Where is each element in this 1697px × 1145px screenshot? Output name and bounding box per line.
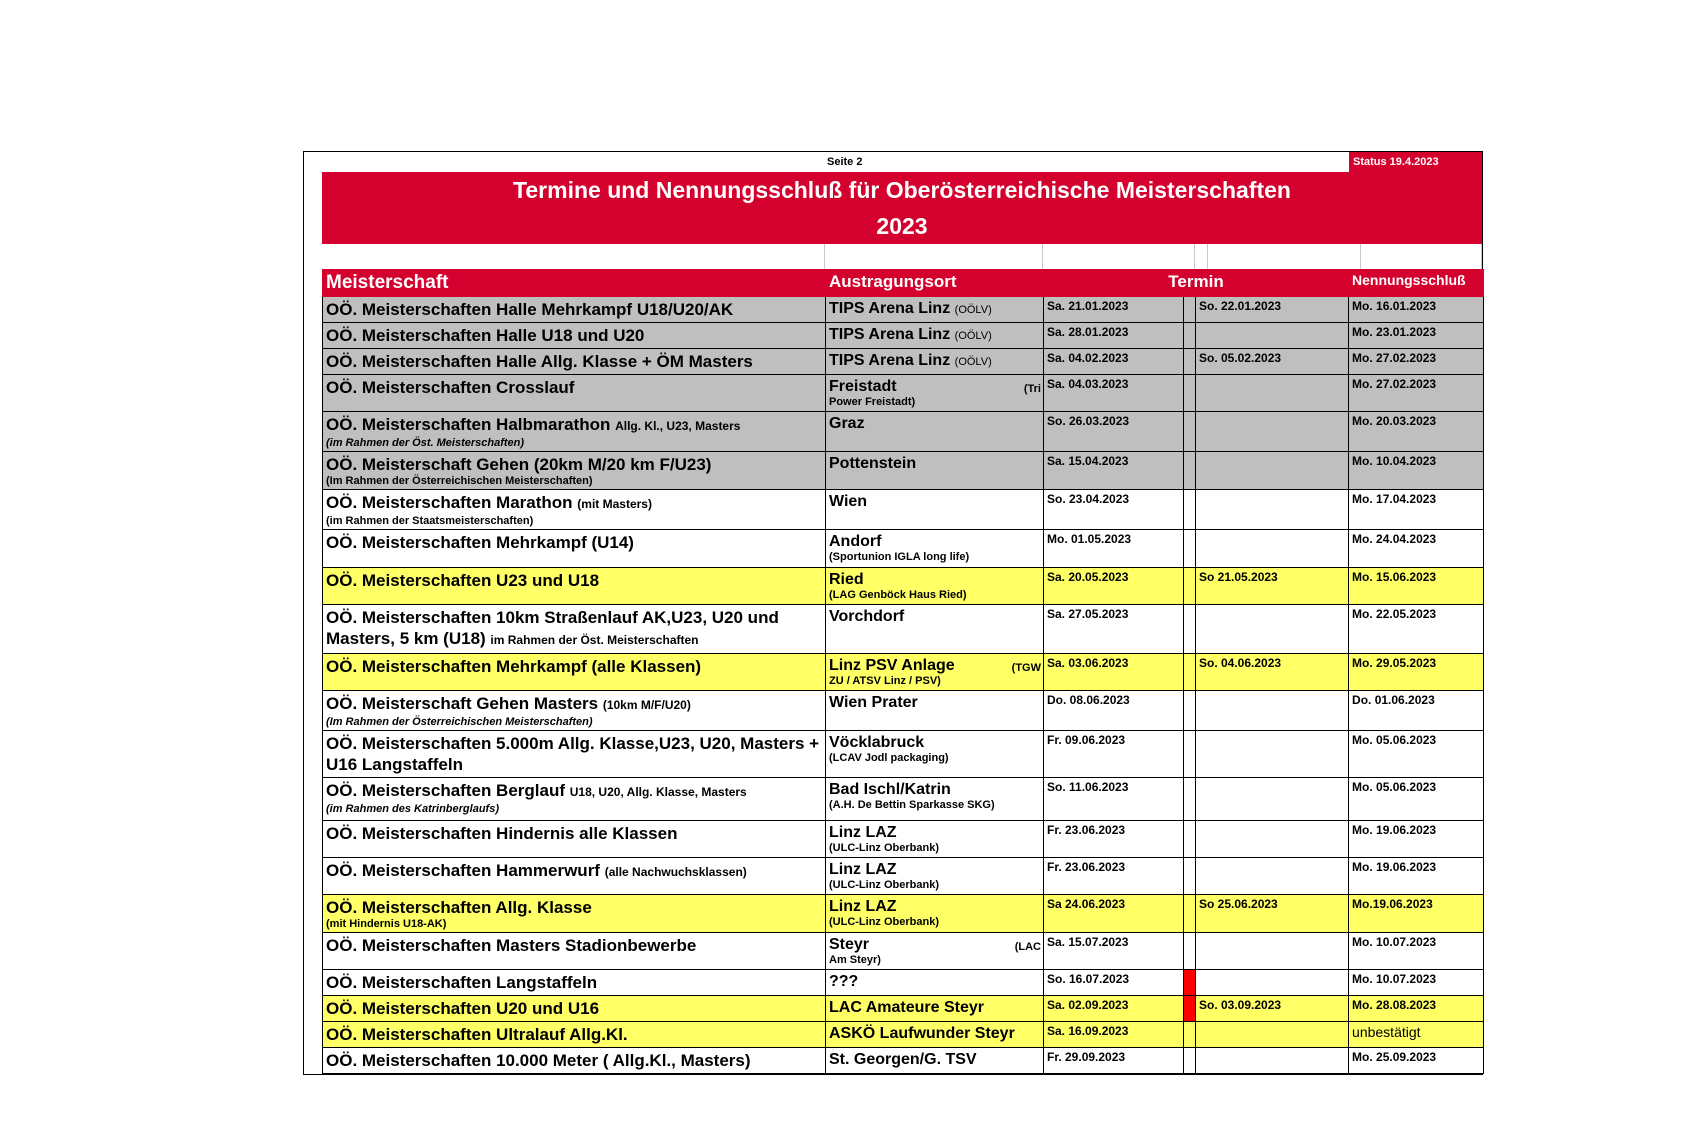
termin-start: Sa. 16.09.2023 (1044, 1022, 1184, 1048)
ort-name: Ried (829, 571, 864, 588)
ort-cell (826, 530, 1044, 568)
ort-club: (ULC-Linz Oberbank) (829, 879, 939, 891)
ort-cell (826, 858, 1044, 895)
table-row (323, 412, 1484, 452)
table-row (323, 996, 1484, 1022)
table-row (323, 970, 1484, 996)
termin-end (1196, 323, 1349, 349)
meisterschaft-title: OÖ. Meisterschaften Langstaffeln (326, 973, 598, 992)
termin-end (1196, 452, 1349, 490)
ort-name: Wien Prater (829, 694, 918, 711)
meisterschaft-title: OÖ. Meisterschaften 5.000m Allg. Klasse,U23, U20, Masters + U16 Langstaffeln (326, 734, 820, 774)
ort-club-prefix: (LAC (1014, 941, 1041, 953)
table-row (323, 778, 1484, 821)
termin-start: So. 11.06.2023 (1044, 778, 1184, 821)
meisterschaft-cell (323, 654, 826, 691)
ort-cell (826, 490, 1044, 530)
nennungsschluss-cell: Mo. 19.06.2023 (1349, 821, 1484, 858)
ort-cell (826, 996, 1044, 1022)
meisterschaft-title: OÖ. Meisterschaften Masters Stadionbewerbe (326, 936, 697, 955)
nennungsschluss-cell: Mo. 27.02.2023 (1349, 375, 1484, 412)
meisterschaft-cell (323, 297, 826, 323)
ort-cell (826, 933, 1044, 970)
termin-marker (1184, 970, 1196, 996)
ort-cell (826, 605, 1044, 654)
spacer-row (322, 244, 1482, 269)
nennungsschluss-cell: Mo. 17.04.2023 (1349, 490, 1484, 530)
nennungsschluss-cell: Mo. 10.07.2023 (1349, 970, 1484, 996)
meisterschaft-cell (323, 605, 826, 654)
termin-marker (1184, 778, 1196, 821)
status-badge: Status 19.4.2023 (1349, 152, 1482, 172)
termin-end (1196, 375, 1349, 412)
meisterschaft-title: OÖ. Meisterschaft Gehen (20km M/20 km F/U23) (326, 455, 712, 474)
meisterschaft-cell (323, 895, 826, 933)
ort-cell (826, 1048, 1044, 1074)
termin-start: So. 26.03.2023 (1044, 412, 1184, 452)
termin-start: Sa. 04.03.2023 (1044, 375, 1184, 412)
nennungsschluss-cell: Mo. 19.06.2023 (1349, 858, 1484, 895)
ort-cell (826, 778, 1044, 821)
meisterschaft-cell (323, 490, 826, 530)
meisterschaft-note: (im Rahmen des Katrinberglaufs) (326, 803, 499, 815)
page-title: Termine und Nennungsschluß für Oberösterreichische Meisterschaften (513, 177, 1291, 203)
table-row (323, 1048, 1484, 1074)
title-banner (322, 172, 1482, 244)
termin-marker (1184, 691, 1196, 731)
termin-start: Sa. 04.02.2023 (1044, 349, 1184, 375)
ort-name: Graz (829, 415, 865, 432)
nennungsschluss-cell: Mo. 22.05.2023 (1349, 605, 1484, 654)
meisterschaft-cell (323, 778, 826, 821)
meisterschaft-cell (323, 568, 826, 605)
page-label: Seite 2 (827, 156, 863, 168)
ort-name: TIPS Arena Linz (829, 326, 951, 343)
ort-club: (LAG Genböck Haus Ried) (829, 589, 967, 601)
ort-org: (OÖLV) (954, 330, 992, 342)
ort-name: Bad Ischl/Katrin (829, 781, 951, 798)
meisterschaft-cell (323, 530, 826, 568)
termin-end (1196, 731, 1349, 778)
termin-end (1196, 490, 1349, 530)
meisterschaft-cell (323, 691, 826, 731)
termin-start: Sa. 15.04.2023 (1044, 452, 1184, 490)
header-nennungsschluss: Nennungsschluß (1349, 270, 1484, 297)
meisterschaft-note: (Im Rahmen der Österreichischen Meisterschaften) (326, 475, 593, 487)
table-row (323, 530, 1484, 568)
ort-club: (LCAV Jodl packaging) (829, 752, 949, 764)
termin-marker (1184, 731, 1196, 778)
termin-start: So. 23.04.2023 (1044, 490, 1184, 530)
ort-name: Wien (829, 493, 868, 510)
termin-end (1196, 691, 1349, 731)
meisterschaft-cell (323, 412, 826, 452)
ort-name: LAC Amateure Steyr (829, 999, 985, 1016)
ort-club: (ULC-Linz Oberbank) (829, 842, 939, 854)
meisterschaft-title: OÖ. Meisterschaften Hammerwurf (326, 861, 600, 880)
nennungsschluss-cell: Mo. 05.06.2023 (1349, 731, 1484, 778)
ort-cell (826, 1022, 1044, 1048)
meisterschaft-cell (323, 970, 826, 996)
termin-marker (1184, 654, 1196, 691)
termin-end: So. 22.01.2023 (1196, 297, 1349, 323)
ort-cell (826, 568, 1044, 605)
termin-end: So 25.06.2023 (1196, 895, 1349, 933)
nennungsschluss-cell: Mo. 28.08.2023 (1349, 996, 1484, 1022)
ort-org: (OÖLV) (954, 304, 992, 316)
ort-club: (Sportunion IGLA long life) (829, 551, 970, 563)
termin-start: Sa 24.06.2023 (1044, 895, 1184, 933)
meisterschaft-cell (323, 1022, 826, 1048)
termin-marker (1184, 821, 1196, 858)
termin-start: Mo. 01.05.2023 (1044, 530, 1184, 568)
table-row (323, 821, 1484, 858)
termin-end: So 21.05.2023 (1196, 568, 1349, 605)
termin-marker (1184, 858, 1196, 895)
meisterschaft-cell (323, 821, 826, 858)
meisterschaft-title: OÖ. Meisterschaften Mehrkampf (alle Klassen) (326, 657, 702, 676)
nennungsschluss-cell: Mo. 16.01.2023 (1349, 297, 1484, 323)
ort-club: ZU / ATSV Linz / PSV) (829, 675, 941, 687)
termin-end: So. 03.09.2023 (1196, 996, 1349, 1022)
table-row (323, 933, 1484, 970)
nennungsschluss-cell: Mo. 15.06.2023 (1349, 568, 1484, 605)
ort-name: St. Georgen/G. TSV (829, 1051, 977, 1068)
termin-start: Sa. 02.09.2023 (1044, 996, 1184, 1022)
header-ort: Austragungsort (826, 270, 1044, 297)
termin-marker (1184, 412, 1196, 452)
nennungsschluss-cell: Mo. 05.06.2023 (1349, 778, 1484, 821)
meisterschaft-note: (im Rahmen der Öst. Meisterschaften) (326, 437, 525, 449)
termin-marker (1184, 297, 1196, 323)
table-row (323, 297, 1484, 323)
schedule-table (322, 269, 1484, 1074)
table-row (323, 349, 1484, 375)
termin-marker (1184, 568, 1196, 605)
meisterschaft-note: (Im Rahmen der Österreichischen Meisterschaften) (326, 716, 593, 728)
nennungsschluss-cell: Mo. 10.04.2023 (1349, 452, 1484, 490)
meisterschaft-title: OÖ. Meisterschaften Berglauf (326, 781, 566, 800)
nennungsschluss-cell: Mo. 20.03.2023 (1349, 412, 1484, 452)
ort-cell (826, 731, 1044, 778)
table-row (323, 654, 1484, 691)
ort-name: TIPS Arena Linz (829, 352, 951, 369)
table-row (323, 605, 1484, 654)
termin-start: Fr. 09.06.2023 (1044, 731, 1184, 778)
top-line (304, 152, 1482, 172)
nennungsschluss-cell: unbestätigt (1349, 1022, 1484, 1048)
termin-marker (1184, 375, 1196, 412)
ort-name: Vöcklabruck (829, 734, 925, 751)
table-row (323, 568, 1484, 605)
table-row (323, 452, 1484, 490)
termin-marker (1184, 1048, 1196, 1074)
termin-start: Sa. 28.01.2023 (1044, 323, 1184, 349)
meisterschaft-title: OÖ. Meisterschaft Gehen Masters (326, 694, 599, 713)
meisterschaft-title: OÖ. Meisterschaften 10km Straßenlauf AK,U23, U20 und Masters, 5 km (U18) (326, 608, 779, 648)
termin-start: Fr. 29.09.2023 (1044, 1048, 1184, 1074)
meisterschaft-title: OÖ. Meisterschaften 10.000 Meter ( Allg.Kl., Masters) (326, 1051, 751, 1070)
ort-cell (826, 691, 1044, 731)
meisterschaft-title: OÖ. Meisterschaften Halbmarathon (326, 415, 611, 434)
ort-name: Linz LAZ (829, 824, 897, 841)
meisterschaft-detail: Allg. Kl., U23, Masters (615, 419, 741, 433)
meisterschaft-title: OÖ. Meisterschaften Halle U18 und U20 (326, 326, 645, 345)
ort-club: Power Freistadt) (829, 396, 916, 408)
termin-start: Sa. 20.05.2023 (1044, 568, 1184, 605)
table-row (323, 375, 1484, 412)
termin-start: Sa. 03.06.2023 (1044, 654, 1184, 691)
nennungsschluss-cell: Mo. 25.09.2023 (1349, 1048, 1484, 1074)
ort-name: Freistadt (829, 378, 897, 395)
termin-start: Sa. 27.05.2023 (1044, 605, 1184, 654)
ort-name: Steyr (829, 936, 870, 953)
meisterschaft-note: (mit Hindernis U18-AK) (326, 918, 447, 930)
meisterschaft-cell (323, 731, 826, 778)
termin-marker (1184, 490, 1196, 530)
ort-club: (ULC-Linz Oberbank) (829, 916, 939, 928)
termin-end (1196, 970, 1349, 996)
ort-cell (826, 654, 1044, 691)
termin-marker (1184, 349, 1196, 375)
meisterschaft-title: OÖ. Meisterschaften Marathon (326, 493, 573, 512)
meisterschaft-detail: (mit Masters) (577, 497, 652, 511)
meisterschaft-cell (323, 1048, 826, 1074)
termin-marker (1184, 605, 1196, 654)
ort-cell (826, 412, 1044, 452)
meisterschaft-title: OÖ. Meisterschaften Mehrkampf (U14) (326, 533, 634, 552)
meisterschaft-detail: im Rahmen der Öst. Meisterschaften (490, 633, 699, 647)
meisterschaft-cell (323, 933, 826, 970)
termin-end (1196, 821, 1349, 858)
table-row (323, 323, 1484, 349)
nennungsschluss-cell: Mo. 29.05.2023 (1349, 654, 1484, 691)
meisterschaft-cell (323, 452, 826, 490)
ort-cell (826, 297, 1044, 323)
table-row (323, 490, 1484, 530)
termin-end (1196, 605, 1349, 654)
table-row (323, 895, 1484, 933)
ort-org: (OÖLV) (954, 356, 992, 368)
ort-cell (826, 349, 1044, 375)
meisterschaft-cell (323, 349, 826, 375)
termin-end: So. 05.02.2023 (1196, 349, 1349, 375)
ort-name: Linz LAZ (829, 861, 897, 878)
ort-cell (826, 452, 1044, 490)
table-header-row (323, 270, 1484, 297)
meisterschaft-title: OÖ. Meisterschaften Crosslauf (326, 378, 575, 397)
termin-marker (1184, 452, 1196, 490)
termin-start: Fr. 23.06.2023 (1044, 858, 1184, 895)
schedule-sheet (303, 151, 1483, 1075)
ort-club-prefix: (TGW (1011, 662, 1041, 674)
termin-marker (1184, 1022, 1196, 1048)
table-row (323, 1022, 1484, 1048)
termin-end: So. 04.06.2023 (1196, 654, 1349, 691)
ort-cell (826, 375, 1044, 412)
ort-cell (826, 895, 1044, 933)
page-year: 2023 (876, 213, 928, 239)
meisterschaft-title: OÖ. Meisterschaften Allg. Klasse (326, 898, 592, 917)
ort-club-prefix: (Tri (1023, 383, 1041, 395)
ort-name: TIPS Arena Linz (829, 300, 951, 317)
meisterschaft-title: OÖ. Meisterschaften U23 und U18 (326, 571, 600, 590)
nennungsschluss-cell: Mo. 10.07.2023 (1349, 933, 1484, 970)
termin-marker (1184, 530, 1196, 568)
termin-end (1196, 858, 1349, 895)
termin-end (1196, 530, 1349, 568)
ort-name: Andorf (829, 533, 882, 550)
ort-name: Pottenstein (829, 455, 917, 472)
termin-marker (1184, 895, 1196, 933)
header-termin: Termin (1044, 270, 1349, 297)
table-row (323, 731, 1484, 778)
termin-start: Fr. 23.06.2023 (1044, 821, 1184, 858)
ort-cell (826, 970, 1044, 996)
ort-name: Linz LAZ (829, 898, 897, 915)
termin-marker (1184, 933, 1196, 970)
table-row (323, 858, 1484, 895)
termin-end (1196, 1048, 1349, 1074)
termin-start: Do. 08.06.2023 (1044, 691, 1184, 731)
meisterschaft-title: OÖ. Meisterschaften Halle Allg. Klasse + ÖM Masters (326, 352, 753, 371)
meisterschaft-cell (323, 996, 826, 1022)
ort-name: Vorchdorf (829, 608, 905, 625)
meisterschaft-detail: U18, U20, Allg. Klasse, Masters (569, 785, 747, 799)
meisterschaft-note: (im Rahmen der Staatsmeisterschaften) (326, 515, 534, 527)
meisterschaft-title: OÖ. Meisterschaften U20 und U16 (326, 999, 600, 1018)
termin-end (1196, 412, 1349, 452)
meisterschaft-detail: (alle Nachwuchsklassen) (604, 865, 747, 879)
meisterschaft-title: OÖ. Meisterschaften Halle Mehrkampf U18/U20/AK (326, 300, 734, 319)
meisterschaft-title: OÖ. Meisterschaften Hindernis alle Klassen (326, 824, 678, 843)
ort-name: ??? (829, 973, 859, 990)
termin-marker (1184, 996, 1196, 1022)
nennungsschluss-cell: Mo.19.06.2023 (1349, 895, 1484, 933)
nennungsschluss-cell: Do. 01.06.2023 (1349, 691, 1484, 731)
meisterschaft-title: OÖ. Meisterschaften Ultralauf Allg.Kl. (326, 1025, 628, 1044)
meisterschaft-detail: (10km M/F/U20) (602, 698, 691, 712)
ort-name: ASKÖ Laufwunder Steyr (829, 1025, 1015, 1042)
termin-start: Sa. 15.07.2023 (1044, 933, 1184, 970)
meisterschaft-cell (323, 858, 826, 895)
ort-club: (A.H. De Bettin Sparkasse SKG) (829, 799, 995, 811)
nennungsschluss-cell: Mo. 24.04.2023 (1349, 530, 1484, 568)
termin-end (1196, 778, 1349, 821)
table-row (323, 691, 1484, 731)
termin-start: So. 16.07.2023 (1044, 970, 1184, 996)
nennungsschluss-cell: Mo. 23.01.2023 (1349, 323, 1484, 349)
meisterschaft-cell (323, 323, 826, 349)
meisterschaft-cell (323, 375, 826, 412)
termin-end (1196, 933, 1349, 970)
ort-name: Linz PSV Anlage (829, 657, 955, 674)
ort-club: Am Steyr) (829, 954, 881, 966)
nennungsschluss-cell: Mo. 27.02.2023 (1349, 349, 1484, 375)
ort-cell (826, 323, 1044, 349)
termin-marker (1184, 323, 1196, 349)
termin-end (1196, 1022, 1349, 1048)
termin-start: Sa. 21.01.2023 (1044, 297, 1184, 323)
ort-cell (826, 821, 1044, 858)
header-meisterschaft: Meisterschaft (323, 270, 826, 297)
